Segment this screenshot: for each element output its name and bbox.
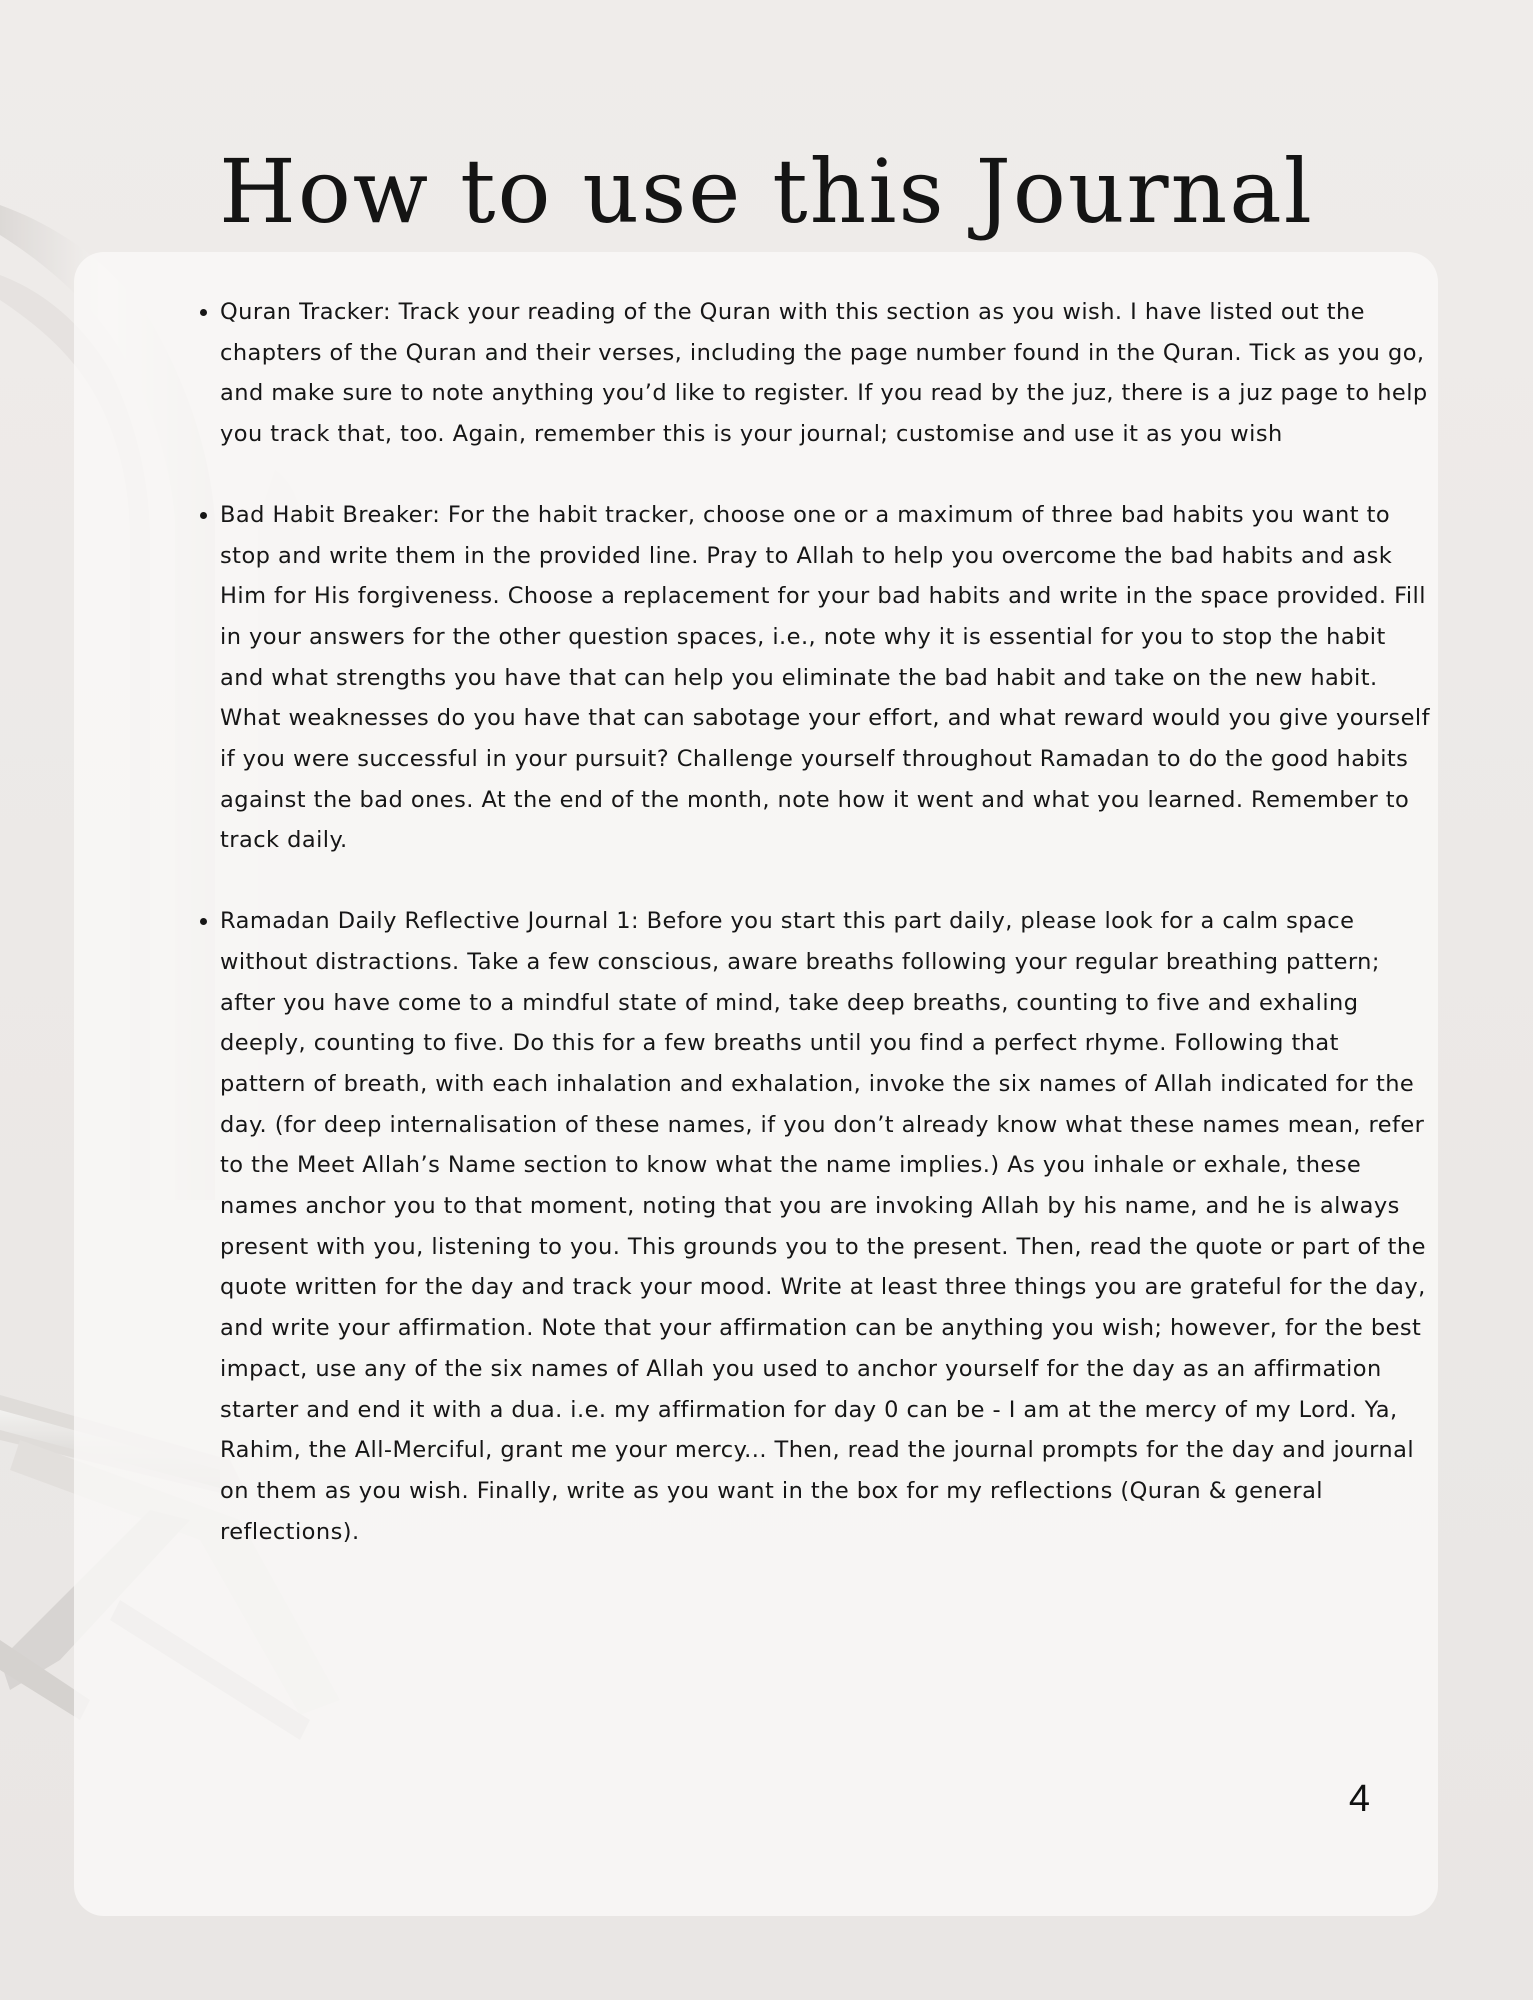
list-item-bad-habit-breaker: • Bad Habit Breaker: For the habit tracker, choose one or a maximum of three bad habits you want to stop and write them in the provided line. Pray to Allah to help you overcome the bad habits and ask Him for His forgiveness. Choose a replacement for your bad habits and write in the space provided. Fill in your answers for the other question spaces, i.e., note why it is essential for you to stop the habit and what strengths you have that can help you eliminate the bad habit and take on the new habit. What weaknesses do you have that can sabotage your effort, and what reward would you give yourself if you were successful in your pursuit? Challenge yourself throughout Ramadan to do the good habits against the bad ones. At the end of the month, note how it went and what you learned. Remember to track daily. [220,495,1430,861]
page-title: How to use this Journal [219,140,1314,243]
list-item-daily-reflective-journal: • Ramadan Daily Reflective Journal 1: Before you start this part daily, please look for a calm space without distractions. Take a few conscious, aware breaths following your regular breathing pattern; after you have come to a mindful state of mind, take deep breaths, counting to five and exhaling deeply, counting to five. Do this for a few breaths until you find a perfect rhyme. Following that pattern of breath, with each inhalation and exhalation, invoke the six names of Allah indicated for the day. (for deep internalisation of these names, if you don’t already know what these names mean, refer to the Meet Allah’s Name section to know what the name implies.) As you inhale or exhale, these names anchor you to that moment, noting that you are invoking Allah by his name, and he is always present with you, listening to you. This grounds you to the present. Then, read the quote or part of the quote written for the day and track your mood. Write at least three things you are grateful for the day, and write your affirmation. Note that your affirmation can be anything you wish; however, for the best impact, use any of the six names of Allah you used to anchor yourself for the day as an affirmation starter and end it with a dua. i.e. my affirmation for day 0 can be - I am at the mercy of my Lord. Ya, Rahim, the All-Merciful, grant me your mercy... Then, read the journal prompts for the day and journal on them as you wish. Finally, write as you want in the box for my reflections (Quran & general reflections). [220,901,1430,1552]
list-item-quran-tracker: • Quran Tracker: Track your reading of the Quran with this section as you wish. I have listed out the chapters of the Quran and their verses, including the page number found in the Quran. Tick as you go, and make sure to note anything you’d like to register. If you read by the juz, there is a juz page to help you track that, too. Again, remember this is your journal; customise and use it as you wish [220,292,1430,455]
instructions-list [150,292,1430,1592]
page-number: 4 [1348,1778,1370,1820]
